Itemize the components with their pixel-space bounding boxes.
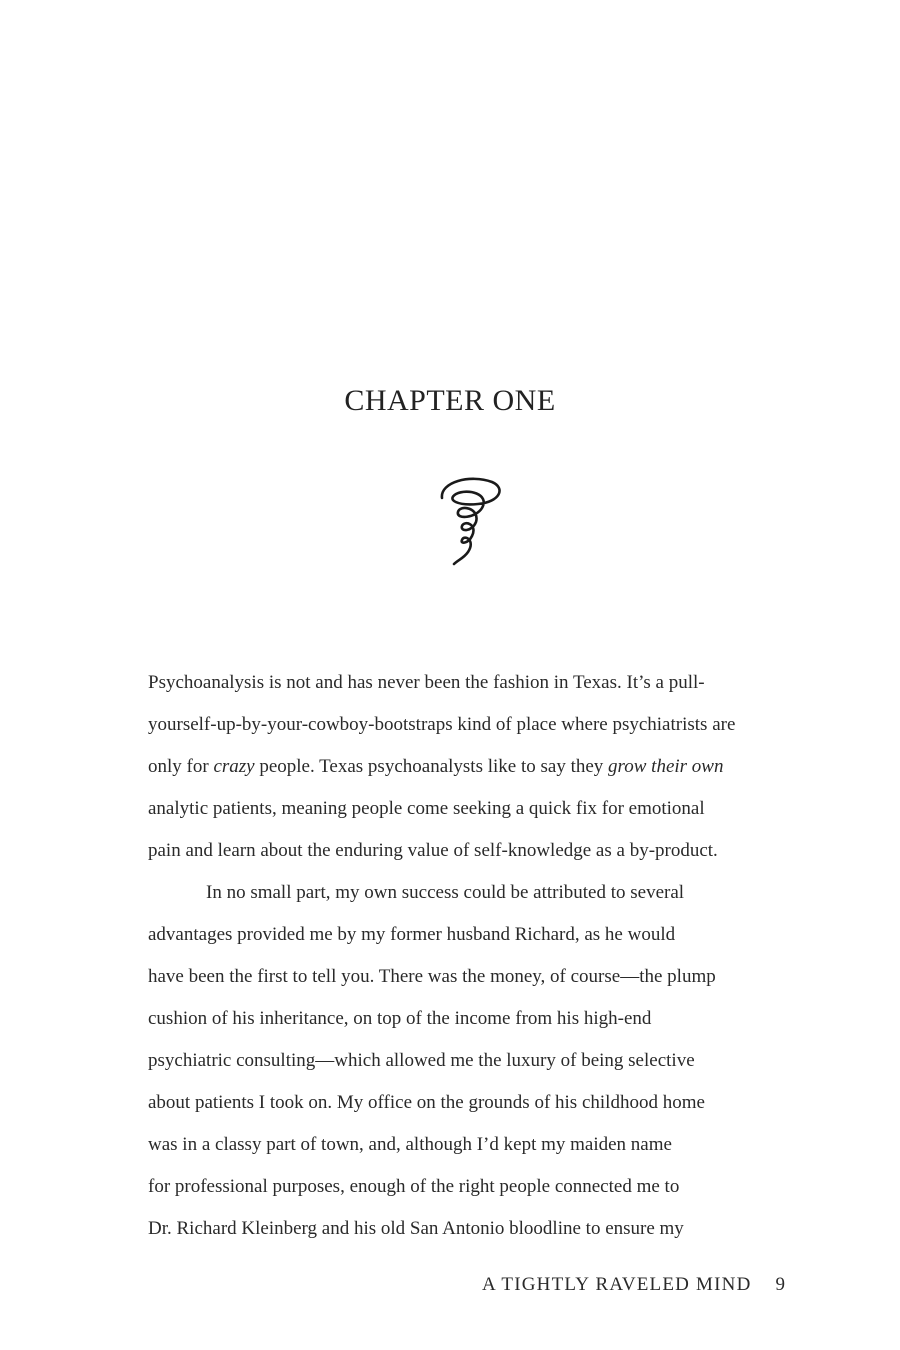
- text-line: analytic patients, meaning people come seeking a quick fix for emotional: [148, 798, 705, 819]
- text-line: was in a classy part of town, and, although I’d kept my maiden name: [148, 1134, 672, 1155]
- text-line: have been the first to tell you. There was the money, of course—the plump: [148, 966, 716, 987]
- text-run: only for: [148, 756, 214, 777]
- paragraph-1: [148, 662, 788, 872]
- text-line: Dr. Richard Kleinberg and his old San Antonio bloodline to ensure my: [148, 1218, 684, 1239]
- italic-text: grow their own: [608, 756, 724, 777]
- chapter-title: CHAPTER ONE: [344, 384, 556, 417]
- text-line: Psychoanalysis is not and has never been the fashion in Texas. It’s a pull-: [148, 672, 705, 693]
- text-line: about patients I took on. My office on the grounds of his childhood home: [148, 1092, 705, 1113]
- text-line: cushion of his inheritance, on top of the income from his high-end: [148, 1008, 652, 1029]
- text-line: pain and learn about the enduring value of self-knowledge as a by-product.: [148, 840, 718, 861]
- page-number: 9: [775, 1274, 785, 1295]
- book-title: A TIGHTLY RAVELED MIND: [481, 1274, 752, 1295]
- text-line: advantages provided me by my former husband Richard, as he would: [148, 924, 676, 945]
- running-footer: [0, 1274, 785, 1296]
- text-line: psychiatric consulting—which allowed me the luxury of being selective: [148, 1050, 695, 1071]
- chapter-body: [148, 662, 788, 1250]
- spiral-squiggle-icon: [432, 470, 508, 566]
- text-line: In no small part, my own success could be attributed to several: [206, 882, 685, 903]
- text-run: people. Texas psychoanalysts like to say they: [254, 756, 609, 777]
- paragraph-2: [148, 872, 788, 1250]
- text-line: [148, 746, 788, 788]
- italic-text: crazy: [213, 756, 255, 777]
- text-line: yourself-up-by-your-cowboy-bootstraps kind of place where psychiatrists are: [148, 714, 736, 735]
- text-line: for professional purposes, enough of the right people connected me to: [148, 1176, 680, 1197]
